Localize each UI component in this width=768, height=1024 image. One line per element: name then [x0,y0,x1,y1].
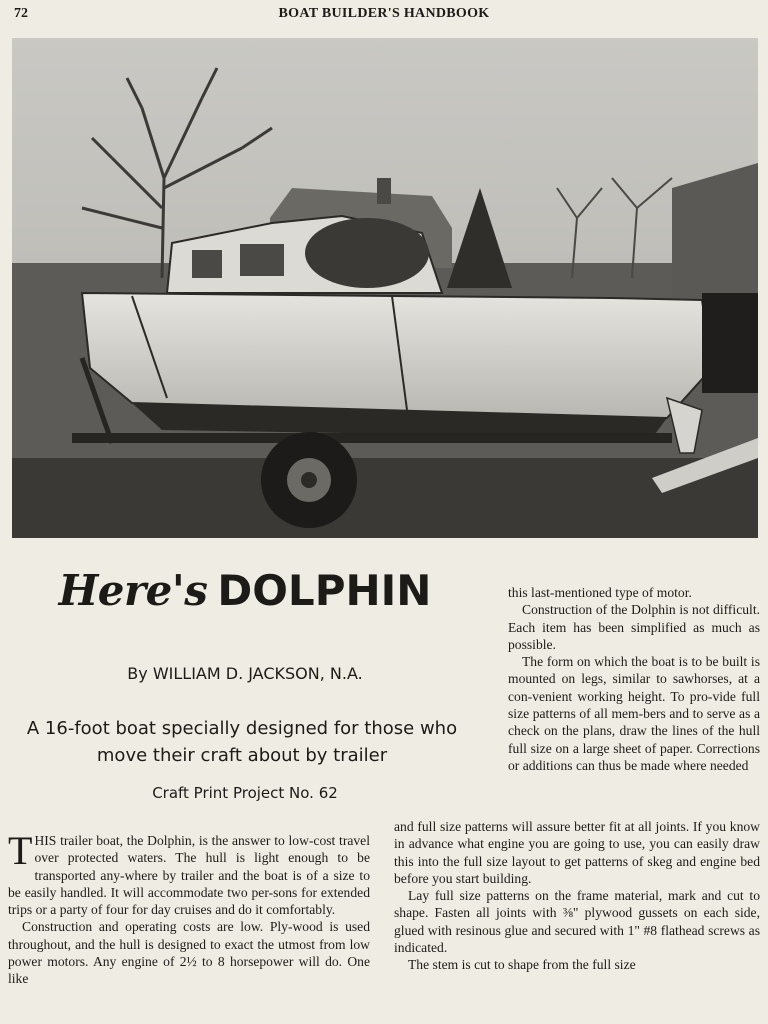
right-column-bottom [394,818,760,974]
paragraph-text: HIS trailer boat, the Dolphin, is the answer to low-cost travel over protected waters. The hull is light enough to be transported any-where by trailer and the boat is of a size to be easily handled. It will accommodate two per-sons for extended trips or a party of four for day cruises and do it comfortably. [8,833,370,918]
paragraph: this last-mentioned type of motor. [508,585,692,600]
right-column-top [508,584,760,774]
project-number: Craft Print Project No. 62 [152,784,338,802]
boat-on-trailer-photo [12,38,758,538]
paragraph: Lay full size patterns on the frame material, mark and cut to shape. Fasten all joints with ⅜" plywood gussets on each side, glued with resinous glue and secured with 1" #8 flathead screws as indicated. [394,888,760,956]
paragraph: Construction and operating costs are low. Ply-wood is used throughout, and the hull is designed to exact the utmost from low power motors. Any engine of 2½ to 8 horsepower will do. One like [8,919,370,987]
subtitle: A 16-foot boat specially designed for those who move their craft about by trailer [26,718,458,766]
title-script: Here's [58,566,208,615]
article-title [0,566,490,615]
paragraph [8,828,370,918]
paragraph: Construction of the Dolphin is not difficult. Each item has been simplified as much as possible. [508,602,760,652]
byline: By WILLIAM D. JACKSON, N.A. [127,664,363,683]
left-column [8,828,370,988]
title-main: DOLPHIN [217,566,432,615]
paragraph: The stem is cut to shape from the full size [408,957,636,973]
drop-cap: T [8,828,33,873]
paragraph: and full size patterns will assure better fit at all joints. If you know in advance what engine you are going to use, you can easily draw this into the full size layout to get patterns of skeg and engine bed before you start building. [394,819,760,886]
boat-photo [12,38,758,538]
paragraph: The form on which the boat is to be built is mounted on legs, similar to sawhorses, at a con-venient working height. To pro-vide full size patterns of all mem-bers and to serve as a check on the plans, draw the lines of the hull full size on a large sheet of paper. Corrections or additions can thus be made where needed [508,654,760,773]
running-title: BOAT BUILDER'S HANDBOOK [278,6,490,21]
page-number: 72 [14,6,28,21]
